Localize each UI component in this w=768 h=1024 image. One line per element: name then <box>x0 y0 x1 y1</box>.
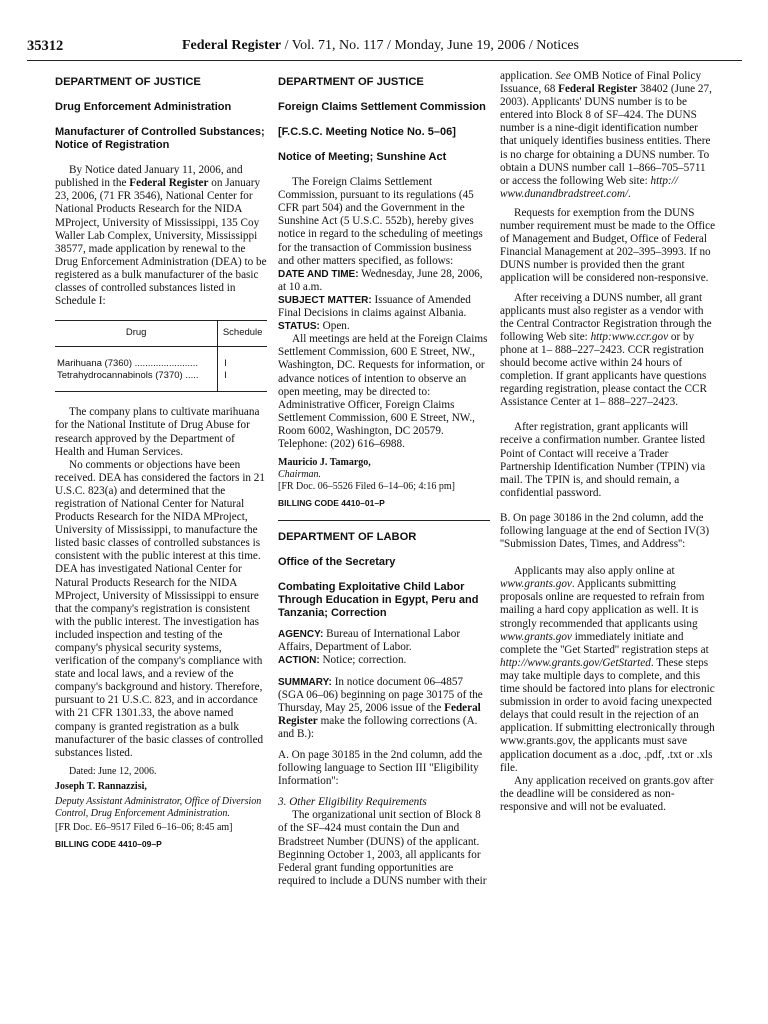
status-line <box>278 320 490 333</box>
text: Applicants may also apply online at <box>514 565 675 578</box>
drug-cell: Tetrahydrocannabinols (7370) ..... <box>55 370 218 392</box>
text: See <box>555 70 571 82</box>
text: Notice; correction. <box>319 654 407 667</box>
federal-register-ref: Federal Register <box>129 177 209 190</box>
subject-matter-label: SUBJECT MATTER: <box>278 294 372 306</box>
text: . Applicants submitting proposals online are requested to refrain from mailing a hard copy application as well. It is strongly recommended that applicants using <box>500 578 705 630</box>
agency-line <box>278 628 490 654</box>
web-link[interactable]: www.grants.gov <box>500 578 572 591</box>
correction-b: B. On page 30186 in the 2nd column, add the following language at the end of Section IV(3) ''Submission Dates, Times, and Address'': <box>500 511 710 551</box>
text: By Notice dated January 11, 2006, and published in the <box>55 164 243 190</box>
page-number: 35312 <box>27 38 64 54</box>
column-1 <box>55 70 267 851</box>
subject-heading: Manufacturer of Controlled Substances; Notice of Registration <box>55 126 265 152</box>
summary-line <box>278 676 490 741</box>
action-label: ACTION: <box>278 655 320 667</box>
paragraph <box>500 292 716 410</box>
date-time-line <box>278 268 490 294</box>
text: application. <box>500 70 556 82</box>
subject-heading: Notice of Meeting; Sunshine Act <box>278 151 447 164</box>
text: In notice document 06–4857 (SGA 06–06) beginning on page 30175 of the Thursday, May 25, 2006 issue of the <box>278 675 483 714</box>
fr-doc-line: [FR Doc. E6–9517 Filed 6–16–06; 8:45 am] <box>55 821 233 833</box>
subject-heading: Combating Exploitative Child Labor Through Education in Egypt, Peru and Tanzania; Correction <box>278 581 479 620</box>
signer-name: Joseph T. Rannazzisi, <box>55 780 147 792</box>
summary-label: SUMMARY: <box>278 676 332 688</box>
status-label: STATUS: <box>278 321 320 333</box>
paragraph: The organizational unit section of Block 8 of the SF–424 must contain the Dun and Bradstreet Number (DUNS) of the applicant. Beginning October 1, 2003, all applicants for Federal grant funding opportunities are required to include a DUNS number with their <box>278 809 487 887</box>
action-line <box>278 654 490 667</box>
paragraph: Any application received on grants.gov after the deadline will be considered as non-responsive and will not be evaluated. <box>500 774 714 813</box>
text: immediately initiate and complete the ''Get Started'' registration steps at <box>500 630 709 656</box>
text: Wednesday, June 28, 2006, at 10 a.m. <box>278 267 483 293</box>
text: . These steps may take multiple days to complete, and this time should be factored into plans for electronic submission in order to avoid facing unexpected delays that could result in the rejection of an application. If submitting electronically through www.grants.gov, the applicants must save application document as a .doc, .pdf, .txt or .xls file. <box>500 656 715 774</box>
table-row <box>55 347 267 370</box>
text: OMB Notice of Final Policy Issuance, 68 <box>500 70 702 96</box>
fr-doc-line: [FR Doc. 06–5526 Filed 6–14–06; 4:16 pm] <box>278 481 455 493</box>
paragraph <box>500 565 716 775</box>
text: on January 23, 2006, (71 FR 3546), National Center for National Products Research for the NIDA MProject, University of Mississippi, 135 Coy Waller Lab Complex, University, Mississippi 38577, made application by renewal to the Drug Enforcement Administration (DEA) to be registered as a bulk manufacturer of the basic classes of controlled substances listed in Schedule I: <box>55 177 267 308</box>
drug-column-header: Drug <box>55 321 218 347</box>
column-3 <box>500 70 716 814</box>
paragraph: After registration, grant applicants will receive a confirmation number. Grantee listed Point of Contact will receive a Trader Partnership Identification Number (TPIN) via mail. The TPIN is, and should remain, a confidential password. <box>500 421 706 499</box>
subagency-heading: Drug Enforcement Administration <box>55 101 232 114</box>
agency-label: AGENCY: <box>278 629 324 641</box>
table-row <box>55 370 267 392</box>
signer-name: Mauricio J. Tamargo, <box>278 457 371 469</box>
web-link[interactable]: http://www.grants.gov/GetStarted <box>500 656 651 669</box>
paragraph <box>55 164 267 308</box>
text: Open. <box>319 320 350 333</box>
paragraph: The Foreign Claims Settlement Commission, pursuant to its regulations (45 CFR part 504) and the Government in the Sunshine Act (5 U.S.C. 552b), hereby gives notice in regard to the scheduling of meetings for the transaction of Commission business and other matters specified, as follows: <box>278 176 483 267</box>
agency-heading: DEPARTMENT OF JUSTICE <box>55 76 201 88</box>
subagency-heading: Office of the Secretary <box>278 556 396 569</box>
drug-table <box>55 320 267 392</box>
subject-matter-line <box>278 294 490 320</box>
header-rule <box>27 60 742 61</box>
dated-line: Dated: June 12, 2006. <box>69 765 157 777</box>
federal-register-ref: Federal Register <box>278 701 481 727</box>
signer-title: Chairman. <box>278 469 322 481</box>
signer-title: Deputy Assistant Administrator, Office of Diversion Control, Drug Enforcement Administration. <box>55 795 262 819</box>
federal-register-ref: Federal Register <box>558 83 638 96</box>
schedule-cell: I <box>218 370 267 392</box>
schedule-cell: I <box>218 347 267 370</box>
web-link[interactable]: http:www.ccr.gov <box>590 330 669 343</box>
journal-name: Federal Register <box>182 38 282 53</box>
web-link[interactable]: www.grants.gov <box>500 630 572 643</box>
paragraph: The company plans to cultivate marihuana for the National Institute of Drug Abuse for research approved by the Department of Health and Human Services. <box>55 406 260 458</box>
billing-code: BILLING CODE 4410–01–P <box>278 498 385 509</box>
text: or by phone at 1– 888–227–2423. CCR registration should become active within 24 hours of completion. If grant applicants have questions regarding registration, please contact the CCR Assistance Center at 1– 888–227–2423. <box>500 330 707 409</box>
text: make the following corrections (A. and B.): <box>278 714 478 740</box>
text: 38402 (June 27, 2003). Applicants' DUNS number is to be entered into Block 8 of SF–424. The DUNS number is a nine-digit identification number that uniquely identifies business entities. There is no charge for obtaining a DUNS number. To obtain a DUNS number call 1–866–705–5711 or access the following Web site: <box>500 83 712 187</box>
schedule-column-header: Schedule <box>218 321 267 347</box>
date-label: DATE AND TIME: <box>278 268 359 280</box>
text: . <box>628 187 631 200</box>
issue-info: / Vol. 71, No. 117 / Monday, June 19, 2006 / Notices <box>281 38 580 53</box>
paragraph: All meetings are held at the Foreign Claims Settlement Commission, 600 E Street, NW., Washington, DC. Requests for information, or advance notices of intention to observe an open meeting, may be directed to: Administrative Officer, Foreign Claims Settlement Commission, 600 E Street, NW., Room 6002, Washington, DC 20579. Telephone: (202) 616–6988. <box>278 333 488 450</box>
paragraph: Requests for exemption from the DUNS number requirement must be made to the Office of Management and Budget, Office of Federal Financial Management at 202–395–3993. If no DUNS number is provided then the grant application will be considered non-responsive. <box>500 206 716 285</box>
running-header <box>182 38 579 54</box>
paragraph: No comments or objections have been received. DEA has considered the factors in 21 U.S.C. 823(a) and determined that the registration of National Center for Natural Products Research for the NIDA MProject, University of Mississippi, to manufacture the listed basic classes of controlled substances is consistent with the public interest at this time. DEA has investigated National Center for Natural Products Research for the NIDA MProject, University of Mississippi to ensure that the company's registration is consistent with the public interest. The investigation has included inspection and testing of the company's physical security systems, verification of the company's compliance with state and local laws, and a review of the company's background and history. Therefore, pursuant to 21 U.S.C. 823, and in accordance with 21 CFR 1301.33, the above named company is granted registration as a bulk manufacturer of the basic classes of controlled substances listed. <box>55 458 265 759</box>
agency-heading: DEPARTMENT OF JUSTICE <box>278 76 424 88</box>
section-divider <box>278 520 490 521</box>
column-2 <box>278 70 490 888</box>
paragraph <box>500 70 716 201</box>
subagency-heading: Foreign Claims Settlement Commission <box>278 101 486 114</box>
web-link[interactable]: http:// www.dunandbradstreet.com/ <box>500 174 678 200</box>
correction-a: A. On page 30185 in the 2nd column, add the following language to Section III ''Eligibility Information'': <box>278 749 483 788</box>
other-eligibility-heading: 3. Other Eligibility Requirements <box>278 796 427 809</box>
text: Issuance of Amended Final Decisions in claims against Albania. <box>278 293 471 320</box>
agency-heading: DEPARTMENT OF LABOR <box>278 531 417 544</box>
text: After receiving a DUNS number, all grant applicants must also register as a vendor with the Central Contractor Registration through the following Web site: <box>500 291 712 343</box>
drug-cell: Marihuana (7360) ........................ <box>57 358 198 370</box>
text: Bureau of International Labor Affairs, Department of Labor. <box>278 628 461 654</box>
docket-heading: [F.C.S.C. Meeting Notice No. 5–06] <box>278 126 456 139</box>
billing-code: BILLING CODE 4410–09–P <box>55 838 162 849</box>
